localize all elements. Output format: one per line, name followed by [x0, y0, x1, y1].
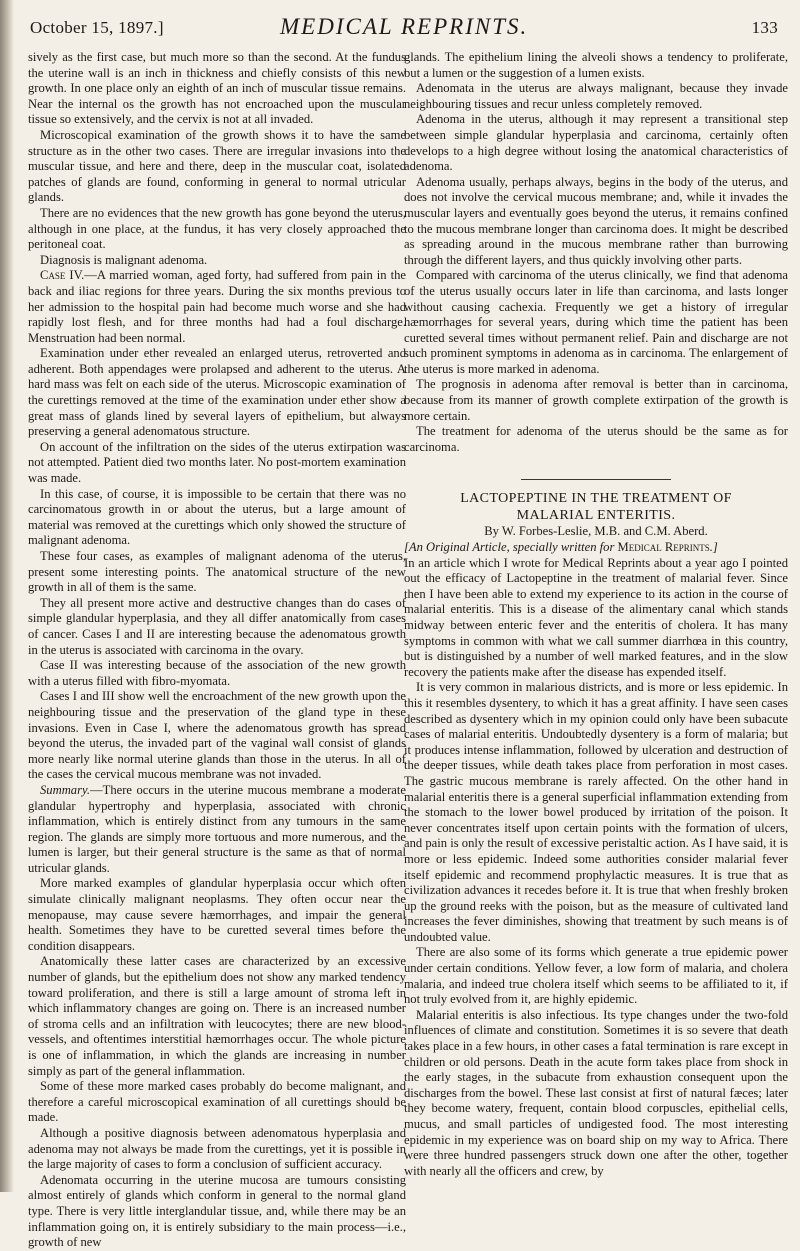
paragraph: Compared with carcinoma of the uterus clinically, we find that adenoma of the uterus usually occurs later in life than carcinoma, and lasts longer without causing cachexia. Frequently we get a history of irregular hæmorrhages for several years, during which time the patient has been curetted several times without permanent relief. Pain and discharge are not such prominent symptoms in adenoma as in carcinoma. The enlargement of the uterus is more marked in adenoma. — [404, 268, 788, 376]
running-header — [30, 14, 790, 44]
paragraph: These four cases, as examples of malignant adenoma of the uterus, present some interesting points. The anatomical structure of the new growth in all of them is the same. — [28, 549, 406, 595]
case-label: Case IV. — [40, 268, 85, 283]
paragraph: In an article which I wrote for Medical Reprints about a year ago I pointed out the efficacy of Lactopeptine in the treatment of malarial fever. Since then I have been able to extend my experience to its action in the course of malarial enteritis. This is a disease of the alimentary canal which stands midway between enteric fever and the enteritis of cholera. It has many symptoms in common with what we call summer diarrhœa in this country, but is distinguished by a number of well marked features, and in the slow recovery the patients make after the disease has expended itself. — [404, 555, 788, 679]
note-prefix: [An Original Article, specially written for — [404, 540, 618, 555]
paragraph: Adenoma in the uterus, although it may represent a transitional step between simple glandular hyperplasia and carcinoma, certainly often develops to a high degree without losing the anatomical characteristics of adenoma. — [404, 112, 788, 174]
paragraph: Case II was interesting because of the association of the new growth with a uterus filled with fibro-myomata. — [28, 658, 406, 688]
paragraph: Some of these more marked cases probably do become malignant, and therefore a careful microscopical examination of all curettings should be made. — [28, 1079, 406, 1125]
paragraph: Diagnosis is malignant adenoma. — [40, 252, 208, 267]
note-publication: Medical Reprints — [617, 540, 710, 555]
article-title-line-1: LACTOPEPTINE IN THE TREATMENT OF — [460, 491, 732, 507]
paragraph: More marked examples of glandular hyperplasia occur which often simulate clinically malignant neoplasms. They often occur near the menopause, may cause severe hæmorrhages, and impair the general health. Sometimes they have to be curetted several times before the condition disappears. — [28, 876, 406, 953]
paragraph: Malarial enteritis is also infectious. Its type changes under the two-fold influences of climate and constitution. Sometimes it is so severe that death takes place in a few hours, in other cases a fatal termination is rare except in children or old persons. Death in the acute form takes place from shock in the early stages, in the subacute from exhaustion consequent upon the discharges from the bowel. These last consist at first of natural fæces; later they become watery, frequent, contain blood corpuscles, epithelial cells, mucus, and small particles of undigested food. The most interesting epidemic in my experience was on board ship on my way to Africa. There were three hundred passengers struck down one after the other, together with nearly all the officers and crew, by — [404, 1007, 788, 1178]
paragraph: Adenomata in the uterus are always malignant, because they invade neighbouring tissues and recur unless completely removed. — [404, 81, 788, 111]
header-date: October 15, 1897.] — [30, 18, 164, 37]
paragraph: Cases I and III show well the encroachment of the new growth upon the neighbouring tissue and the preservation of the gland type in these invasions. Even in Case I, where the adenomatous growth has spread beyond the uterus, the invaded part of the vaginal wall consist of glands more nearly like normal uterine glands than those in the uterus. In all of the cases the cervical mucous membrane was not invaded. — [28, 689, 406, 782]
journal-title: MEDICAL REPRINTS. — [280, 14, 529, 39]
paragraph-text: —There occurs in the uterine mucous membrane a moderate glandular hypertrophy and hyperplasia, associated with chronic inflammation, which is entirely distinct from any tumours in the same region. The glands are simply more tortuous and more numerous, and the lumen is larger, but their general structure is the same as that of normal utricular glands. — [28, 782, 406, 875]
left-column — [28, 50, 406, 1250]
paragraph: In this case, of course, it is impossible to be certain that there was no carcinomatous growth in or about the uterus, but a large amount of material was removed at the curettings which only showed the structure of malignant adenoma. — [28, 486, 406, 548]
note-suffix: .] — [709, 540, 718, 555]
paragraph: Anatomically these latter cases are characterized by an excessive number of glands, but the epithelium does not show any marked tendency toward proliferation, and there is still a large amount of stroma left in which inflammatory changes are going on. There is an increased number of stroma cells and an infiltration with leucocytes; there are new blood-vessels, and oftentimes interstitial hæmorrhages occur. The whole picture is one of inflammation, in which the glands are increasing in number simply as part of the general inflammation. — [28, 954, 406, 1078]
section-divider — [521, 479, 671, 480]
paragraph-summary — [28, 783, 406, 877]
paragraph: Microscopical examination of the growth shows it to have the same structure as in the other two cases. There are irregular invasions into the muscular tissue, and here and there, deep in the muscular coat, isolated patches of glands are found, conforming in general to normal utricular glands. — [28, 127, 406, 205]
paragraph: glands. The epithelium lining the alveoli shows a tendency to proliferate, but a lumen or the suggestion of a lumen exists. — [404, 50, 788, 80]
paragraph: Adenomata occurring in the uterine mucosa are tumours consisting almost entirely of glands which conform in general to the normal gland type. There is very little interglandular tissue, and, while there may be an inflammation going on, it is entirely subsidiary to the main process—i.e., growth of new — [28, 1172, 406, 1250]
paragraph-text: —A married woman, aged forty, had suffered from pain in the back and iliac regions for three years. During the six months previous to her admission to the hospital pain had become much worse and she had rapidly lost flesh, and for three months had had a foul discharge. Menstruation had been normal. — [28, 268, 406, 345]
article-title-line-2: MALARIAL ENTERITIS. — [516, 508, 676, 524]
paragraph: They all present more active and destructive changes than do cases of simple glandular hyperplasia, and they all differ anatomically from cases of cancer. Cases I and II are interesting because the adenomatous growth in the uterus is associated with carcinoma in the ovary. — [28, 595, 406, 657]
paragraph-case-iv — [28, 268, 406, 346]
book-spine-shadow — [0, 0, 14, 1192]
paragraph: The prognosis in adenoma after removal is better than in carcinoma, because from its manner of growth complete extirpation of the growth is more certain. — [404, 377, 788, 423]
page-number: 133 — [751, 18, 778, 37]
paragraph: It is very common in malarious districts, and is more or less epidemic. In this it resembles dysentery, to which it has a great affinity. I have seen cases described as dysentery which in my opinion could only have been subacute cases of malarial enteritis. Undoubtedly dysentery is a form of malaria; but it produces intense inflammation, followed by ulceration and destruction of the deeper tissues, while death takes place from perforation in most cases. The gastric mucous membrane is rarely affected. On the other hand in malarial enteritis there is a general superficial inflammation extending from the stomach to the lower bowel produced by irritation of the poison. It never concentrates itself upon certain points with the formation of ulcers, and pain is only the result of excessive peristaltic action. As I have said, it is more or less epidemic. Indeed some authorities consider malarial fever itself epidemic and recommend prophylactic measures. It is true that as civilization advances it recedes before it. It is true that when freshly broken up the ground reeks with the poison, but as the measure of cultivated land increases the fever diminishes, showing that treatment by such means is of undoubted value. — [404, 680, 788, 944]
summary-label: Summary. — [40, 782, 91, 797]
article-note — [404, 540, 788, 556]
paragraph: There are no evidences that the new growth has gone beyond the uterus, although in one place, at the fundus, it has very closely approached the peritoneal coat. — [28, 205, 406, 252]
right-column — [404, 50, 788, 1185]
paragraph: Examination under ether revealed an enlarged uterus, retroverted and adherent. Both appendages were prolapsed and adherent to the uterus. A hard mass was felt on each side of the uterus. Microscopic examination of the curettings removed at the time of the examination under ether show a great mass of glands lined by several layers of epithelium, but always preserving a general adenomatous structure. — [28, 346, 406, 439]
paragraph: There are also some of its forms which generate a true epidemic power under certain conditions. Yellow fever, a low form of malaria, and cholera malaria, and indeed true cholera itself which seems to be affiliated to it, if not truly evolved from it, are highly epidemic. — [404, 945, 788, 1007]
article-author: By W. Forbes-Leslie, M.B. and C.M. Aberd. — [484, 524, 708, 539]
paragraph: Although a positive diagnosis between adenomatous hyperplasia and adenoma may not always be made from the curettings, yet it is possible in the large majority of cases to form a conclusion of sufficient accuracy. — [28, 1125, 406, 1172]
paragraph: sively as the first case, but much more so than the second. At the fundus the uterine wall is an inch in thickness and chiefly consists of this new growth. In one place only an eighth of an inch of muscular tissue remains. Near the internal os the growth has not encroached upon the muscular tissue so extensively, and the cervix is not at all invaded. — [28, 50, 406, 127]
paragraph: Adenoma usually, perhaps always, begins in the body of the uterus, and does not involve the cervical mucous membrane; and, while it invades the muscular layers and eventually goes beyond the uterus, it remains confined to the mucous membrane longer than carcinoma does. It might be described as spreading around in the mucous membrane rather than burrowing through the different layers, and thus quickly involving other parts. — [404, 174, 788, 267]
paragraph: The treatment for adenoma of the uterus should be the same as for carcinoma. — [404, 424, 788, 454]
paragraph: On account of the infiltration on the sides of the uterus extirpation was not attempted. Patient died two months later. No post-mortem examination was made. — [28, 439, 406, 486]
